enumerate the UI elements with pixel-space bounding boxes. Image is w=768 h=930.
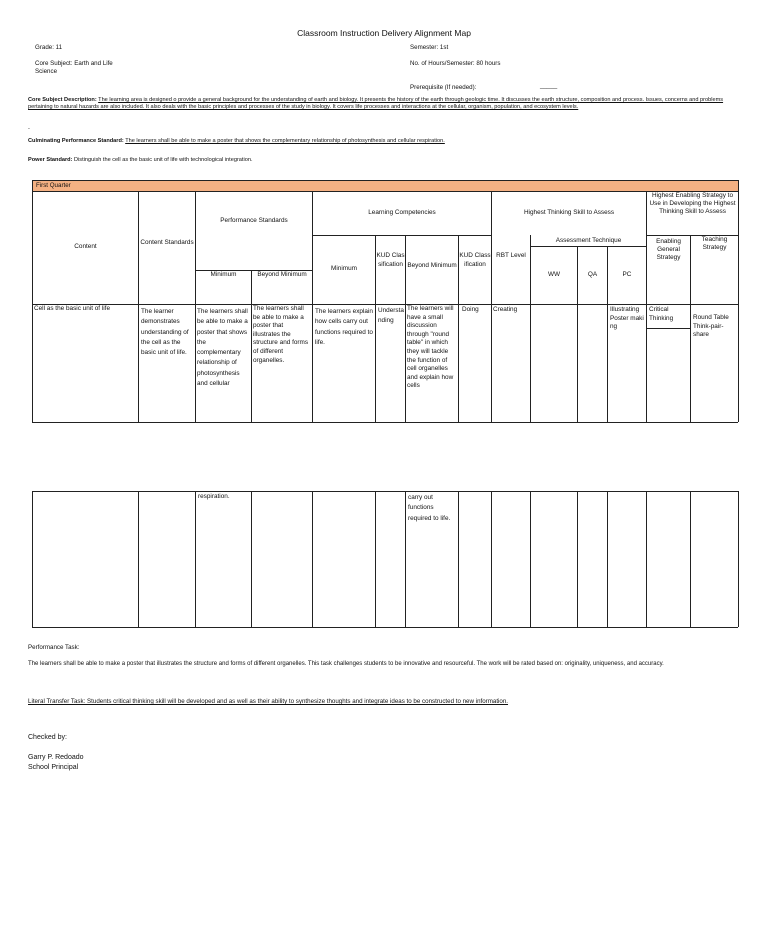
table-line	[312, 491, 313, 627]
table-line	[646, 328, 690, 329]
power-standard-text: Distinguish the cell as the basic unit of life with technological integration.	[74, 157, 253, 163]
cell-lc-beyond: The learners will have a small discussion through "round table" in which they will tackle the function of cell organelles and explain how cells	[407, 305, 454, 390]
culminating-standard	[28, 138, 744, 145]
table-line	[32, 191, 33, 422]
header-perf-beyond: Beyond Minimum	[257, 271, 307, 278]
table-line	[530, 491, 531, 627]
table-line	[138, 491, 139, 627]
table-line	[646, 491, 647, 627]
cell-content: Cell as the basic unit of life	[34, 305, 111, 312]
table-line	[491, 491, 492, 627]
table-line	[312, 235, 491, 236]
table-line	[32, 491, 33, 627]
prerequisite-value: _____	[540, 82, 558, 89]
transfer-task: Literal Transfer Task: Students critical thinking skill will be developed and as well as their ability to synthesize thoughts and integrate ideas to be constructed to new information.	[28, 698, 509, 705]
power-standard-label: Power Standard:	[28, 157, 73, 163]
header-highest-thinking-skill: Highest Thinking Skill to Assess	[523, 209, 615, 216]
dash-mark: -	[28, 126, 30, 132]
table-line	[32, 627, 738, 628]
table-line	[690, 235, 691, 422]
header-pc: PC	[622, 271, 632, 278]
table-line	[405, 491, 406, 627]
table-line	[375, 491, 376, 627]
table-line	[32, 422, 738, 423]
header-lc-beyond: Beyond Minimum	[407, 262, 457, 269]
cell-perf-minimum: The learners shall be able to make a poster that shows the complementary relationship of photosynthesis and cellular	[197, 308, 248, 388]
cell-kud-2: Doing	[462, 306, 479, 313]
document-title: Classroom Instruction Delivery Alignment Map	[297, 28, 471, 38]
table-line	[530, 246, 646, 247]
table-line	[138, 191, 139, 422]
principal-name: Garry P. Redoado	[28, 754, 84, 761]
table-line	[607, 491, 608, 627]
power-standard	[28, 157, 744, 164]
description-text: The learning area is designed o provide a general background for the understanding of earth and biology. It presents the history of the earth through geologic time. It discusses the earth structure, composition and process. Issues, concerns and problems pertaining to natural hazards are also included. It also deals with the basic principles and processes of the study in biology. It covers life processes and interactions at the cellular, organism, population, and ecosystem levels.	[28, 97, 724, 111]
cell-pc: Illustrating Poster making	[610, 306, 644, 331]
header-content: Content	[74, 243, 97, 250]
header-learning-competencies: Learning Competencies	[368, 209, 436, 216]
header-kud-classification-2: KUD Classification	[459, 252, 491, 268]
table-line	[251, 491, 252, 627]
culminating-text: The learners shall be able to make a poster that shows the complementary relationship of photosynthesis and cellular respiration.	[125, 138, 445, 144]
header-enabling-general: Enabling General Strategy	[656, 238, 681, 261]
core-subject-label-cont: Science	[35, 68, 58, 75]
cell-rbt-level: Creating	[493, 306, 518, 313]
table-line	[690, 491, 691, 627]
table-line	[577, 491, 578, 627]
prerequisite-label: Prerequisite (If needed):	[410, 84, 477, 91]
table-line	[530, 235, 531, 422]
table-line	[251, 270, 252, 422]
culminating-label: Culminating Performance Standard:	[28, 138, 124, 144]
hours-label: No. of Hours/Semester: 80 hours	[410, 60, 501, 67]
header-assessment-technique: Assessment Technique	[555, 237, 622, 244]
table-line	[195, 191, 196, 422]
table-line	[738, 191, 739, 422]
cell-lc-beyond-cont: carry out functions required to life.	[408, 494, 451, 522]
principal-title: School Principal	[28, 764, 79, 771]
cell-perf-minimum-cont: respiration.	[198, 493, 230, 500]
table-line	[646, 191, 647, 422]
header-content-standards: Content Standards	[140, 239, 194, 246]
cell-lc-minimum: The learners explain how cells carry out functions required to life.	[315, 308, 373, 346]
cell-enabling-strategy: Critical Thinking	[649, 306, 674, 322]
performance-task-label: Performance Task:	[28, 644, 80, 651]
header-enabling-strategy: Highest Enabling Strategy to Use in Developing the Highest Thinking Skill to Assess	[649, 192, 736, 215]
table-line	[491, 191, 492, 422]
header-rbt-level: RBT Level	[496, 252, 526, 259]
core-subject-label: Core Subject: Earth and Life	[35, 60, 113, 67]
quarter-label: First Quarter	[36, 182, 71, 189]
cell-kud-1: Understanding	[378, 307, 404, 325]
header-qa: QA	[587, 271, 598, 278]
header-lc-minimum: Minimum	[331, 265, 357, 272]
header-performance-standards: Performance Standards	[220, 217, 288, 224]
semester-label: Semester: 1st	[410, 44, 449, 51]
table-line	[312, 191, 313, 422]
cell-teaching-strategy: Round Table Think-pair-share	[693, 314, 729, 339]
performance-task-text: The learners shall be able to make a poster that illustrates the structure and forms of different organelles. This task challenges students to be innovative and resourceful. The work will be rated based on: originality, uniqueness, and accuracy.	[28, 661, 664, 667]
header-kud-classification: KUD Classification	[376, 252, 405, 268]
table-line	[738, 491, 739, 627]
header-perf-minimum: Minimum	[210, 271, 237, 278]
header-ww: WW	[547, 271, 561, 278]
description-label: Core Subject Description:	[28, 97, 97, 103]
checked-by-label: Checked by:	[28, 734, 67, 741]
table-line	[458, 491, 459, 627]
cell-content-standards: The learner demonstrates understanding of the cell as the basic unit of life.	[141, 308, 189, 357]
grade-label: Grade: 11	[35, 44, 63, 51]
core-subject-description	[28, 97, 744, 111]
cell-perf-beyond: The learners shall be able to make a poster that illustrates the structure and forms of different organelles.	[253, 305, 309, 364]
header-teaching-strategy: Teaching Strategy	[701, 236, 728, 251]
table-line	[195, 491, 196, 627]
